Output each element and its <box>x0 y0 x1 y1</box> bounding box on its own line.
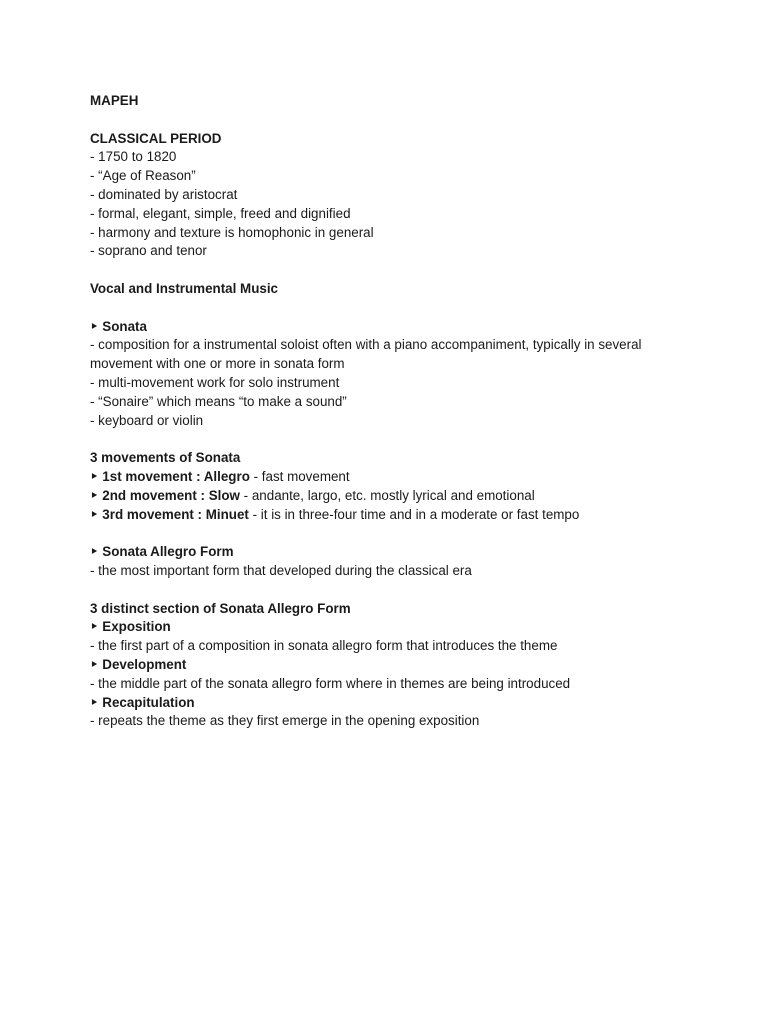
classical-item: - 1750 to 1820 <box>90 149 177 165</box>
sonata-item: - “Sonaire” which means “to make a sound” <box>90 393 347 409</box>
bullet-marker: ‣ <box>90 656 99 672</box>
classical-period-heading: CLASSICAL PERIOD <box>90 130 222 146</box>
classical-item: - “Age of Reason” <box>90 168 196 184</box>
sections-heading: 3 distinct section of Sonata Allegro Form <box>90 600 351 616</box>
vocal-instrumental-heading: Vocal and Instrumental Music <box>90 280 279 296</box>
spacer <box>90 111 690 130</box>
movement-name: 2nd movement : Slow <box>102 487 240 503</box>
bullet-marker: ‣ <box>90 318 99 334</box>
sonata-item: - keyboard or violin <box>90 412 204 428</box>
movement-description: - andante, largo, etc. mostly lyrical and emotional <box>239 487 535 503</box>
section-name-line <box>90 656 690 675</box>
spacer <box>90 261 690 280</box>
classical-item: - harmony and texture is homophonic in general <box>90 224 374 240</box>
spacer <box>90 581 690 600</box>
spacer <box>90 430 690 449</box>
movement-item <box>90 468 690 487</box>
section-name-line <box>90 694 690 713</box>
document-page <box>90 92 690 731</box>
bullet-marker: ‣ <box>90 468 99 484</box>
movement-name: 1st movement : Allegro <box>102 468 250 484</box>
sonata-item: - multi-movement work for solo instrument <box>90 374 340 390</box>
document-title: MAPEH <box>90 93 139 108</box>
section-name: Development <box>102 656 187 672</box>
allegro-form-heading: Sonata Allegro Form <box>102 544 234 560</box>
allegro-form-text: - the most important form that developed during the classical era <box>90 562 472 578</box>
spacer <box>90 299 690 318</box>
movement-description: - fast movement <box>249 468 350 484</box>
spacer <box>90 524 690 543</box>
bullet-marker: ‣ <box>90 487 99 503</box>
sonata-item: - composition for a instrumental soloist often with a piano accompaniment, typically in several movement with one or more in sonata form <box>90 337 642 372</box>
movement-name: 3rd movement : Minuet <box>102 506 249 522</box>
classical-item: - soprano and tenor <box>90 243 207 259</box>
sonata-heading-line <box>90 318 690 337</box>
section-name: Exposition <box>102 619 171 635</box>
movement-item <box>90 506 690 525</box>
classical-item: - formal, elegant, simple, freed and dignified <box>90 205 351 221</box>
bullet-marker: ‣ <box>90 694 99 710</box>
bullet-marker: ‣ <box>90 506 99 522</box>
classical-item: - dominated by aristocrat <box>90 186 238 202</box>
movement-item <box>90 487 690 506</box>
section-description: - the first part of a composition in sonata allegro form that introduces the theme <box>90 638 558 654</box>
section-description: - the middle part of the sonata allegro form where in themes are being introduced <box>90 675 571 691</box>
section-name-line <box>90 618 690 637</box>
movements-heading: 3 movements of Sonata <box>90 450 241 466</box>
section-name: Recapitulation <box>102 694 195 710</box>
section-description: - repeats the theme as they first emerge in the opening exposition <box>90 713 480 729</box>
sonata-heading: Sonata <box>102 318 147 334</box>
movement-description: - it is in three-four time and in a moderate or fast tempo <box>248 506 580 522</box>
allegro-form-heading-line <box>90 543 690 562</box>
bullet-marker: ‣ <box>90 619 99 635</box>
bullet-marker: ‣ <box>90 544 99 560</box>
